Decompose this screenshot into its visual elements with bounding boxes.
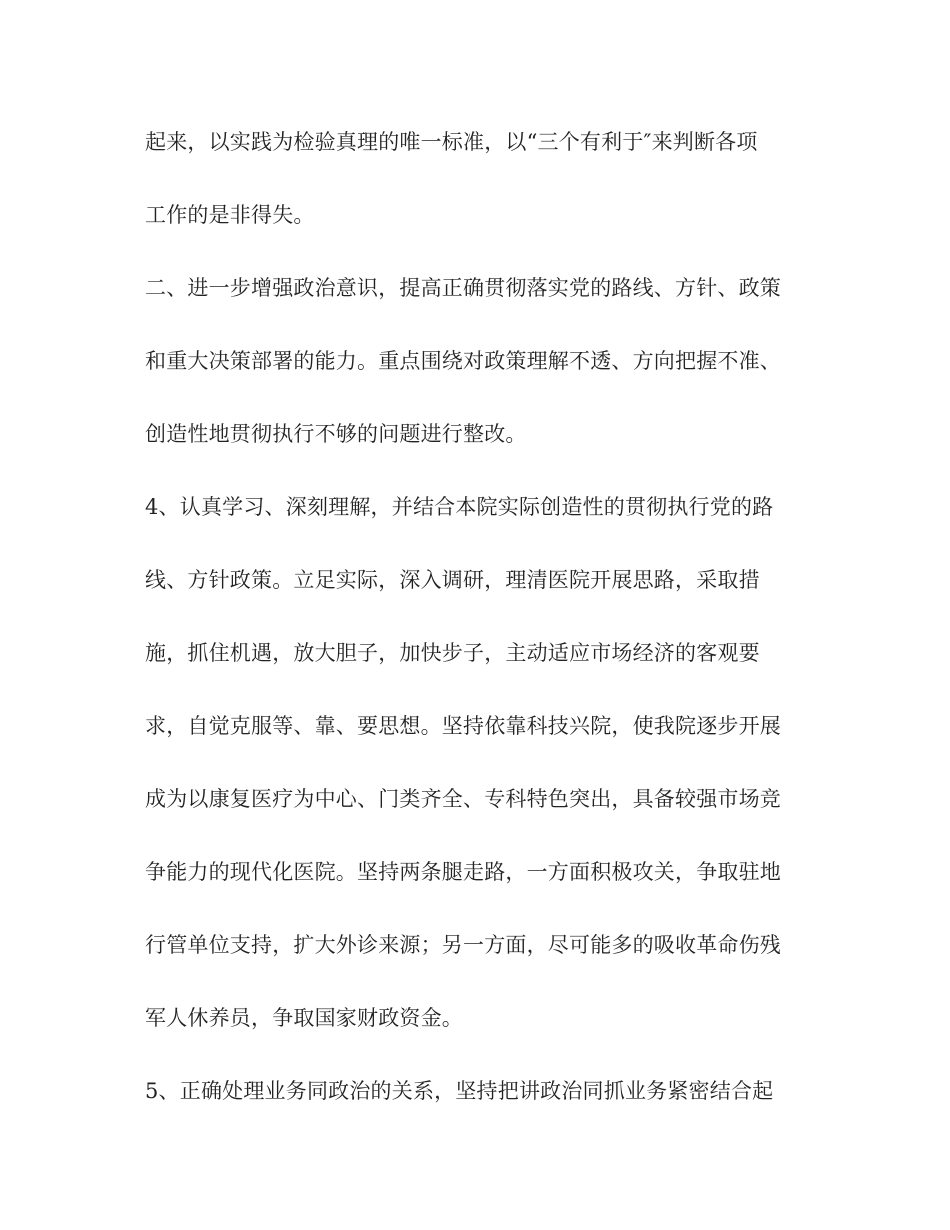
section-heading-2: 二、进一步增强政治意识，提高正确贯彻落实党的路线、方针、政策 — [145, 276, 781, 300]
text-line-2: 工作的是非得失。 — [145, 203, 315, 227]
text-line-5: 创造性地贯彻执行不够的问题进行整改。 — [145, 422, 527, 446]
list-item-4-start: 4、认真学习、深刻理解，并结合本院实际创造性的贯彻执行党的路 — [145, 495, 774, 519]
text-line-8: 施，抓住机遇，放大胆子，加快步子，主动适应市场经济的客观要 — [145, 641, 760, 665]
text-line-1: 起来，以实践为检验真理的唯一标准，以“三个有利于″来判断各项 — [145, 130, 758, 154]
text-line-4: 和重大决策部署的能力。重点围绕对政策理解不透、方向把握不准、 — [145, 349, 781, 373]
text-line-13: 军人休养员，争取国家财政资金。 — [145, 1006, 463, 1030]
text-line-12: 行管单位支持，扩大外诊来源；另一方面，尽可能多的吸收革命伤残 — [145, 933, 781, 957]
text-line-9: 求，自觉克服等、靠、要思想。坚持依靠科技兴院，使我院逐步开展 — [145, 714, 781, 738]
list-item-5-start: 5、正确处理业务同政治的关系，坚持把讲政治同抓业务紧密结合起 — [145, 1079, 774, 1103]
text-line-11: 争能力的现代化医院。坚持两条腿走路，一方面积极攻关，争取驻地 — [145, 860, 781, 884]
text-line-7: 线、方针政策。立足实际，深入调研，理清医院开展思路，采取措 — [145, 568, 760, 592]
text-line-10: 成为以康复医疗为中心、门类齐全、专科特色突出，具备较强市场竞 — [145, 787, 781, 811]
